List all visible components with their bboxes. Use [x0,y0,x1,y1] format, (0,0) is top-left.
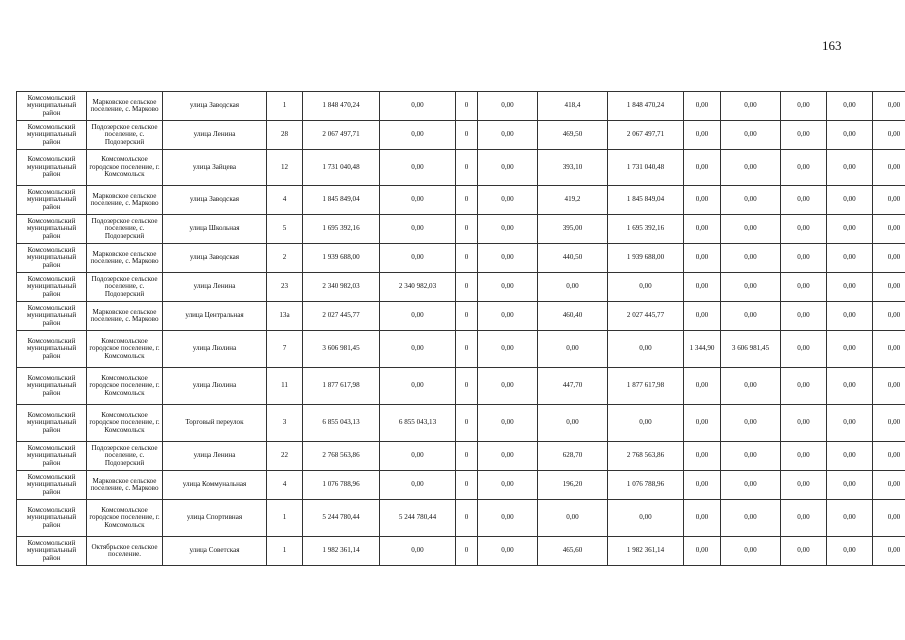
street-cell: улица Заводская [163,244,267,273]
value-cell: 0,00 [721,471,781,500]
value-cell: 0 [456,331,478,368]
value-cell: 0,00 [721,215,781,244]
table-row [17,405,905,442]
value-cell: 0,00 [781,121,827,150]
value-cell: 0,00 [380,186,456,215]
value-cell: 0 [456,121,478,150]
value-cell: 0 [456,537,478,566]
value-cell: 0 [456,92,478,121]
value-cell: 0,00 [781,215,827,244]
settlement-cell: Комсомольское городское поселение, г. Комсомольск [87,368,163,405]
house-number-cell: 2 [267,244,303,273]
value-cell: 0,00 [380,92,456,121]
value-cell: 0,00 [721,273,781,302]
value-cell: 0,00 [478,405,538,442]
value-cell: 460,40 [538,302,608,331]
street-cell: улица Школьная [163,215,267,244]
value-cell: 0,00 [781,442,827,471]
table-row [17,500,905,537]
value-cell: 1 731 040,48 [608,150,684,186]
value-cell: 0,00 [827,331,873,368]
value-cell: 0,00 [873,150,905,186]
house-number-cell: 11 [267,368,303,405]
district-cell: Комсомольский муниципальный район [17,273,87,302]
district-cell: Комсомольский муниципальный район [17,405,87,442]
value-cell: 0,00 [873,471,905,500]
value-cell: 1 877 617,98 [303,368,380,405]
value-cell: 0,00 [873,331,905,368]
value-cell: 0,00 [684,215,721,244]
table-row [17,215,905,244]
district-cell: Комсомольский муниципальный район [17,537,87,566]
value-cell: 196,20 [538,471,608,500]
value-cell: 0,00 [873,368,905,405]
house-number-cell: 28 [267,121,303,150]
value-cell: 0,00 [873,442,905,471]
value-cell: 0,00 [827,186,873,215]
street-cell: улица Ленина [163,273,267,302]
value-cell: 0 [456,302,478,331]
house-number-cell: 13а [267,302,303,331]
street-cell: улица Ленина [163,442,267,471]
value-cell: 0,00 [478,537,538,566]
value-cell: 0,00 [781,244,827,273]
value-cell: 1 076 788,96 [303,471,380,500]
value-cell: 1 695 392,16 [608,215,684,244]
table-body [17,92,905,566]
value-cell: 0,00 [478,273,538,302]
settlement-cell: Марковское сельское поселение, с. Марково [87,92,163,121]
value-cell: 0,00 [608,405,684,442]
value-cell: 0,00 [781,302,827,331]
value-cell: 0,00 [873,500,905,537]
value-cell: 0,00 [721,500,781,537]
value-cell: 1 076 788,96 [608,471,684,500]
value-cell: 0,00 [478,244,538,273]
house-number-cell: 1 [267,92,303,121]
data-table [16,91,905,566]
value-cell: 0,00 [781,273,827,302]
value-cell: 0,00 [781,92,827,121]
value-cell: 2 340 982,03 [303,273,380,302]
value-cell: 393,10 [538,150,608,186]
settlement-cell: Комсомольское городское поселение, г. Комсомольск [87,331,163,368]
house-number-cell: 12 [267,150,303,186]
value-cell: 0 [456,215,478,244]
value-cell: 1 731 040,48 [303,150,380,186]
value-cell: 0,00 [684,537,721,566]
value-cell: 0,00 [721,302,781,331]
value-cell: 0,00 [478,186,538,215]
value-cell: 0,00 [721,244,781,273]
value-cell: 0,00 [827,405,873,442]
value-cell: 0,00 [827,150,873,186]
street-cell: улица Центральная [163,302,267,331]
value-cell: 0,00 [684,471,721,500]
table-row [17,302,905,331]
street-cell: улица Советская [163,537,267,566]
value-cell: 0,00 [380,121,456,150]
value-cell: 0,00 [608,500,684,537]
value-cell: 0,00 [684,500,721,537]
value-cell: 0,00 [873,244,905,273]
value-cell: 0,00 [538,273,608,302]
value-cell: 0,00 [380,442,456,471]
value-cell: 0,00 [684,302,721,331]
table-row [17,150,905,186]
value-cell: 0,00 [684,186,721,215]
street-cell: улица Заводская [163,186,267,215]
value-cell: 0,00 [684,244,721,273]
value-cell: 0,00 [478,331,538,368]
value-cell: 1 982 361,14 [303,537,380,566]
value-cell: 0,00 [721,405,781,442]
value-cell: 0,00 [721,186,781,215]
value-cell: 0 [456,405,478,442]
value-cell: 0,00 [721,92,781,121]
value-cell: 418,4 [538,92,608,121]
value-cell: 3 606 981,45 [303,331,380,368]
district-cell: Комсомольский муниципальный район [17,500,87,537]
value-cell: 0,00 [380,537,456,566]
district-cell: Комсомольский муниципальный район [17,368,87,405]
value-cell: 0 [456,244,478,273]
value-cell: 0,00 [380,331,456,368]
value-cell: 0 [456,368,478,405]
district-cell: Комсомольский муниципальный район [17,186,87,215]
value-cell: 0,00 [380,215,456,244]
house-number-cell: 7 [267,331,303,368]
value-cell: 0,00 [608,273,684,302]
value-cell: 0,00 [684,368,721,405]
table-row [17,537,905,566]
table-row [17,273,905,302]
table-row [17,442,905,471]
settlement-cell: Комсомольское городское поселение, г. Комсомольск [87,500,163,537]
value-cell: 0,00 [684,273,721,302]
value-cell: 5 244 780,44 [303,500,380,537]
value-cell: 2 768 563,86 [303,442,380,471]
settlement-cell: Подозерское сельское поселение, с. Подозерский [87,442,163,471]
street-cell: Торговый переулок [163,405,267,442]
value-cell: 0,00 [873,302,905,331]
house-number-cell: 4 [267,471,303,500]
value-cell: 0 [456,471,478,500]
value-cell: 0,00 [684,442,721,471]
settlement-cell: Марковское сельское поселение, с. Марково [87,186,163,215]
street-cell: улица Заводская [163,92,267,121]
table-row [17,368,905,405]
table-row [17,92,905,121]
value-cell: 0,00 [380,302,456,331]
value-cell: 0,00 [684,150,721,186]
district-cell: Комсомольский муниципальный район [17,215,87,244]
value-cell: 2 768 563,86 [608,442,684,471]
district-cell: Комсомольский муниципальный район [17,331,87,368]
value-cell: 0,00 [827,273,873,302]
value-cell: 0 [456,442,478,471]
value-cell: 2 067 497,71 [608,121,684,150]
value-cell: 0,00 [538,405,608,442]
house-number-cell: 3 [267,405,303,442]
value-cell: 0,00 [827,244,873,273]
value-cell: 0,00 [873,186,905,215]
house-number-cell: 23 [267,273,303,302]
value-cell: 0,00 [478,500,538,537]
value-cell: 395,00 [538,215,608,244]
value-cell: 1 848 470,24 [303,92,380,121]
street-cell: улица Спортивная [163,500,267,537]
value-cell: 5 244 780,44 [380,500,456,537]
value-cell: 419,2 [538,186,608,215]
district-cell: Комсомольский муниципальный район [17,244,87,273]
house-number-cell: 5 [267,215,303,244]
value-cell: 1 939 688,00 [608,244,684,273]
street-cell: улица Люлина [163,331,267,368]
value-cell: 0,00 [380,244,456,273]
value-cell: 0,00 [684,121,721,150]
value-cell: 1 877 617,98 [608,368,684,405]
page-number: 163 [822,38,842,53]
value-cell: 0,00 [873,215,905,244]
value-cell: 1 982 361,14 [608,537,684,566]
house-number-cell: 4 [267,186,303,215]
settlement-cell: Подозерское сельское поселение, с. Подозерский [87,121,163,150]
value-cell: 0,00 [684,405,721,442]
district-cell: Комсомольский муниципальный район [17,442,87,471]
value-cell: 2 340 982,03 [380,273,456,302]
value-cell: 0,00 [380,471,456,500]
value-cell: 0 [456,500,478,537]
value-cell: 0,00 [478,121,538,150]
value-cell: 469,50 [538,121,608,150]
value-cell: 1 344,90 [684,331,721,368]
value-cell: 0,00 [827,442,873,471]
value-cell: 0,00 [721,368,781,405]
value-cell: 6 855 043,13 [303,405,380,442]
value-cell: 0,00 [873,273,905,302]
value-cell: 0,00 [608,331,684,368]
value-cell: 0,00 [538,500,608,537]
value-cell: 1 939 688,00 [303,244,380,273]
value-cell: 2 027 445,77 [303,302,380,331]
table-row [17,186,905,215]
settlement-cell: Подозерское сельское поселение, с. Подозерский [87,215,163,244]
value-cell: 0,00 [873,405,905,442]
value-cell: 0 [456,150,478,186]
district-cell: Комсомольский муниципальный район [17,150,87,186]
value-cell: 1 695 392,16 [303,215,380,244]
value-cell: 2 067 497,71 [303,121,380,150]
street-cell: улица Зайцева [163,150,267,186]
value-cell: 0,00 [721,537,781,566]
value-cell: 447,70 [538,368,608,405]
value-cell: 0,00 [873,92,905,121]
value-cell: 1 845 849,04 [608,186,684,215]
district-cell: Комсомольский муниципальный район [17,92,87,121]
value-cell: 2 027 445,77 [608,302,684,331]
table-row [17,471,905,500]
value-cell: 0 [456,186,478,215]
table-row [17,121,905,150]
value-cell: 0,00 [684,92,721,121]
value-cell: 0,00 [781,405,827,442]
value-cell: 0,00 [781,186,827,215]
district-cell: Комсомольский муниципальный район [17,471,87,500]
settlement-cell: Марковское сельское поселение, с. Марково [87,471,163,500]
value-cell: 0,00 [380,368,456,405]
street-cell: улица Ленина [163,121,267,150]
value-cell: 628,70 [538,442,608,471]
settlement-cell: Марковское сельское поселение, с. Марково [87,244,163,273]
value-cell: 0,00 [478,92,538,121]
value-cell: 440,50 [538,244,608,273]
value-cell: 0,00 [721,442,781,471]
value-cell: 0,00 [478,471,538,500]
house-number-cell: 1 [267,500,303,537]
value-cell: 0,00 [827,500,873,537]
value-cell: 0,00 [827,471,873,500]
value-cell: 6 855 043,13 [380,405,456,442]
settlement-cell: Комсомольское городское поселение, г. Комсомольск [87,150,163,186]
value-cell: 0,00 [781,471,827,500]
value-cell: 3 606 981,45 [721,331,781,368]
settlement-cell: Октябрьское сельское поселение. [87,537,163,566]
value-cell: 0,00 [781,368,827,405]
house-number-cell: 1 [267,537,303,566]
street-cell: улица Коммунальная [163,471,267,500]
value-cell: 0,00 [827,92,873,121]
value-cell: 0,00 [873,121,905,150]
value-cell: 0,00 [781,150,827,186]
value-cell: 0,00 [478,302,538,331]
value-cell: 0,00 [478,368,538,405]
value-cell: 0,00 [721,150,781,186]
value-cell: 0,00 [781,331,827,368]
table-row [17,244,905,273]
value-cell: 0,00 [478,150,538,186]
value-cell: 465,60 [538,537,608,566]
value-cell: 0,00 [538,331,608,368]
value-cell: 0,00 [827,302,873,331]
table-row [17,331,905,368]
value-cell: 0,00 [781,537,827,566]
value-cell: 0,00 [827,537,873,566]
value-cell: 0,00 [827,215,873,244]
value-cell: 1 848 470,24 [608,92,684,121]
value-cell: 0 [456,273,478,302]
value-cell: 0,00 [827,368,873,405]
settlement-cell: Марковское сельское поселение, с. Марково [87,302,163,331]
settlement-cell: Подозерское сельское поселение, с. Подозерский [87,273,163,302]
value-cell: 0,00 [873,537,905,566]
value-cell: 0,00 [478,442,538,471]
value-cell: 0,00 [380,150,456,186]
value-cell: 0,00 [721,121,781,150]
district-cell: Комсомольский муниципальный район [17,121,87,150]
value-cell: 1 845 849,04 [303,186,380,215]
street-cell: улица Люлина [163,368,267,405]
house-number-cell: 22 [267,442,303,471]
value-cell: 0,00 [478,215,538,244]
district-cell: Комсомольский муниципальный район [17,302,87,331]
value-cell: 0,00 [827,121,873,150]
settlement-cell: Комсомольское городское поселение, г. Комсомольск [87,405,163,442]
value-cell: 0,00 [781,500,827,537]
